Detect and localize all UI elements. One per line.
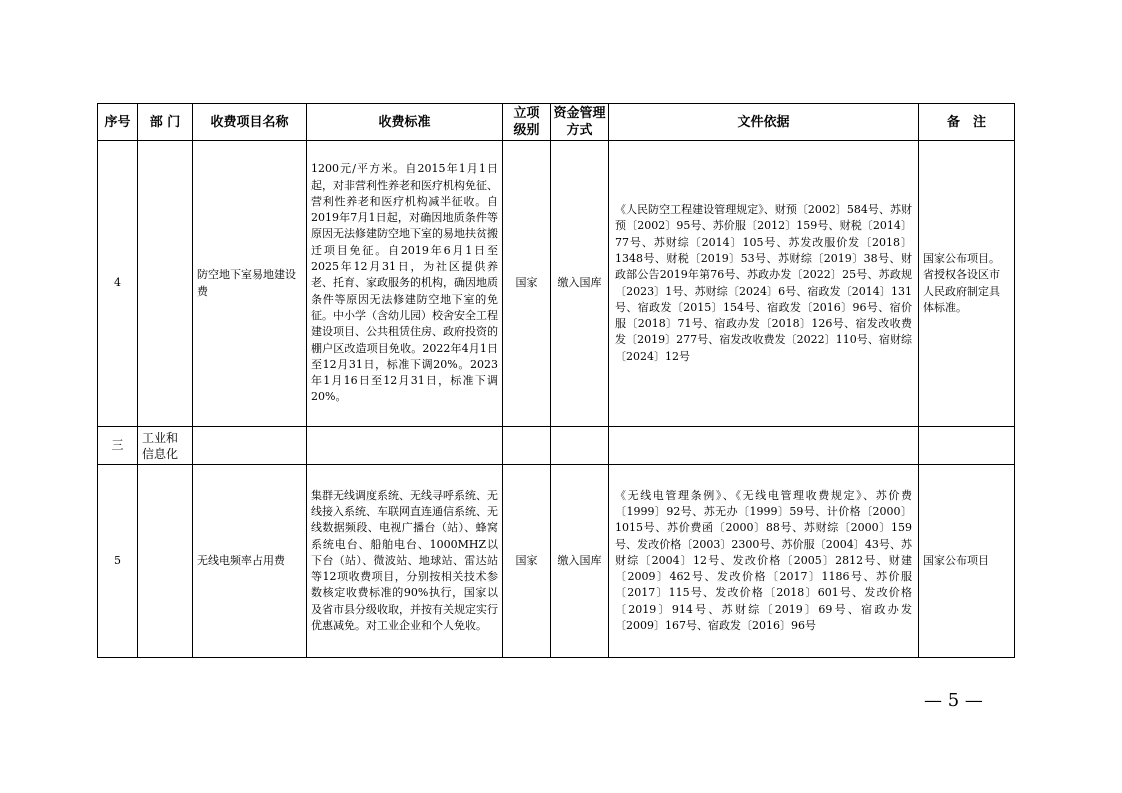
cell-standard: 集群无线调度系统、无线寻呼系统、无线接入系统、车联网直连通信系统、无线数据频段、电视广播台（站）、蜂窝系统电台、船舶电台、1000MHZ以下台（站）、微波站、地球站、雷达站等12项收费项目，分别按相关技术参数核定收费标准的90%执行，国家以及省市县分级收取，并按有关规定实行优惠减免。对工业企业和个人免收。	[307, 465, 503, 658]
fee-table	[97, 103, 1015, 658]
cell-dept	[138, 141, 193, 427]
cell-basis: 《无线电管理条例》、《无线电管理收费规定》、苏价费〔1999〕92号、苏无办〔1999〕59号、计价格〔2000〕1015号、苏价费函〔2000〕88号、苏财综〔2000〕159号、发改价格〔2003〕2300号、苏价服〔2004〕43号、苏财综〔2004〕12号、发改价格〔2005〕2812号、财建〔2009〕462号、发改价格〔2017〕1186号、苏价服〔2017〕115号、发改价格〔2018〕601号、发改价格〔2019〕914号、苏财综〔2019〕69号、宿政办发〔2009〕167号、宿政发〔2016〕96号	[609, 465, 919, 658]
cell-dept	[138, 465, 193, 658]
category-seq: 三	[98, 427, 138, 465]
cell-remark: 国家公布项目。省授权各设区市人民政府制定具体标准。	[919, 141, 1015, 427]
page-number: — 5 —	[924, 690, 983, 711]
header-basis: 文件依据	[609, 104, 919, 141]
cell-item: 无线电频率占用费	[193, 465, 307, 658]
category-dept: 工业和信息化	[138, 427, 193, 465]
header-remark: 备 注	[919, 104, 1015, 141]
header-seq: 序号	[98, 104, 138, 141]
header-level: 立项级别	[503, 104, 551, 141]
cell-item: 防空地下室易地建设费	[193, 141, 307, 427]
cell-seq: 5	[98, 465, 138, 658]
category-row	[98, 427, 1015, 465]
cell-fund: 缴入国库	[551, 141, 609, 427]
header-standard: 收费标准	[307, 104, 503, 141]
table-row	[98, 465, 1015, 658]
table-row	[98, 141, 1015, 427]
cell-standard: 1200元/平方米。自2015年1月1日起，对非营利性养老和医疗机构免征、营利性养老和医疗机构减半征收。自2019年7月1日起，对确因地质条件等原因无法修建防空地下室的易地扶贫搬迁项目免征。自2019年6月1日至2025年12月31日，为社区提供养老、托育、家政服务的机构，确因地质条件等原因无法修建防空地下室的免征。中小学（含幼儿园）校舍安全工程建设项目、公共租赁住房、政府投资的棚户区改造项目免收。2022年4月1日至12月31日，标准下调20%。2023年1月16日至12月31日，标准下调20%。	[307, 141, 503, 427]
cell-level: 国家	[503, 465, 551, 658]
table-header-row	[98, 104, 1015, 141]
header-fund: 资金管理方式	[551, 104, 609, 141]
header-item: 收费项目名称	[193, 104, 307, 141]
cell-fund: 缴入国库	[551, 465, 609, 658]
cell-seq: 4	[98, 141, 138, 427]
cell-level: 国家	[503, 141, 551, 427]
header-dept: 部 门	[138, 104, 193, 141]
cell-basis: 《人民防空工程建设管理规定》、财预〔2002〕584号、苏财预〔2002〕95号、苏价服〔2012〕159号、财税〔2014〕77号、苏财综〔2014〕105号、苏发改服价发〔2018〕1348号、财税〔2019〕53号、苏财综〔2019〕38号、财政部公告2019年第76号、苏政办发〔2022〕25号、苏政规〔2023〕1号、苏财综〔2024〕6号、宿政发〔2014〕131号、宿政发〔2015〕154号、宿政发〔2016〕96号、宿价服〔2018〕71号、宿政办发〔2018〕126号、宿发改收费发〔2019〕277号、宿发改收费发〔2022〕110号、宿财综〔2024〕12号	[609, 141, 919, 427]
cell-remark: 国家公布项目	[919, 465, 1015, 658]
